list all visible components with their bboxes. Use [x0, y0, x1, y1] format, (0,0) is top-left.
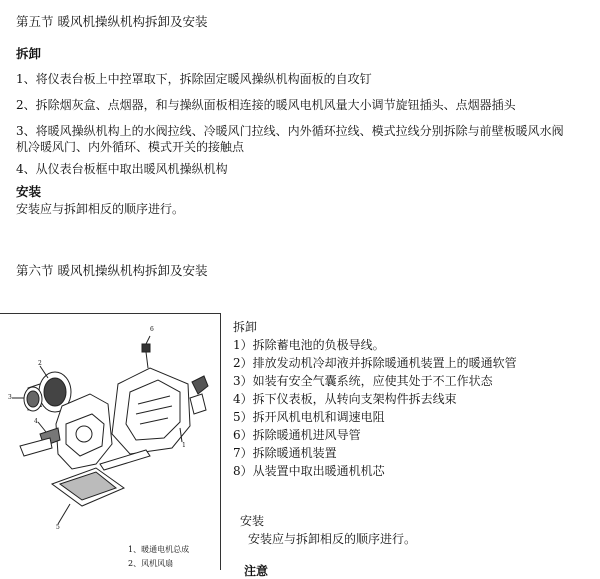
heater-exploded-figure: [0, 313, 221, 570]
section5-install-text: 安装应与拆卸相反的顺序进行。: [16, 202, 185, 216]
section6-step-7: 7）拆除暖通机装置: [233, 446, 337, 460]
figure-caption-2: 2、风机风扇: [128, 559, 174, 568]
section5-step-2: 2、拆除烟灰盒、点烟器，和与操纵面板相连接的暖风电机风量大小调节旋钮插头、点烟器插头: [16, 98, 516, 112]
section5-step-1: 1、将仪表台板上中控罩取下，拆除固定暖风操纵机构面板的自攻钉: [16, 72, 372, 86]
section6-step-5: 5）拆开风机电机和调速电阻: [233, 410, 385, 424]
section5-step-3: 3、将暖风操纵机构上的水阀拉线、冷暖风门拉线、内外循环拉线、模式拉线分别拆除与前壁板暖风水阀: [16, 124, 564, 138]
section6-remove-heading: 拆卸: [233, 320, 258, 334]
section5-remove-heading: 拆卸: [16, 46, 42, 61]
section5-install-heading: 安装: [16, 184, 42, 199]
section6-install-text: 安装应与拆卸相反的顺序进行。: [248, 532, 417, 546]
section6-install-heading: 安装: [240, 514, 265, 528]
section6-step-3: 3）如装有安全气囊系统，应使其处于不工作状态: [233, 374, 493, 388]
callout-4: 4: [34, 418, 38, 425]
section6-step-6: 6）拆除暖通机进风导管: [233, 428, 361, 442]
callout-5: 5: [56, 524, 60, 531]
callout-6: 6: [150, 326, 154, 333]
callout-1: 1: [182, 442, 186, 449]
callout-2: 2: [38, 360, 42, 367]
section5-title: 第五节 暖风机操纵机构拆卸及安装: [16, 14, 208, 29]
section6-title: 第六节 暖风机操纵机构拆卸及安装: [16, 263, 208, 278]
callout-3: 3: [8, 394, 12, 401]
section6-note-heading: 注意: [244, 564, 269, 578]
section5-step-3-cont: 机冷暖风门、内外循环、模式开关的接触点: [16, 140, 245, 154]
section6-step-1: 1）拆除蓄电池的负极导线。: [233, 338, 385, 352]
section5-step-4: 4、从仪表台板框中取出暖风机操纵机构: [16, 162, 228, 176]
section6-step-4: 4）拆下仪表板，从转向支架构件拆去线束: [233, 392, 457, 406]
section6-step-8: 8）从装置中取出暖通机机芯: [233, 464, 385, 478]
heater-assembly-drawing: [0, 314, 221, 571]
figure-caption-1: 1、暖通电机总成: [128, 545, 190, 554]
section6-step-2: 2）排放发动机冷却液并拆除暖通机装置上的暖通软管: [233, 356, 517, 370]
